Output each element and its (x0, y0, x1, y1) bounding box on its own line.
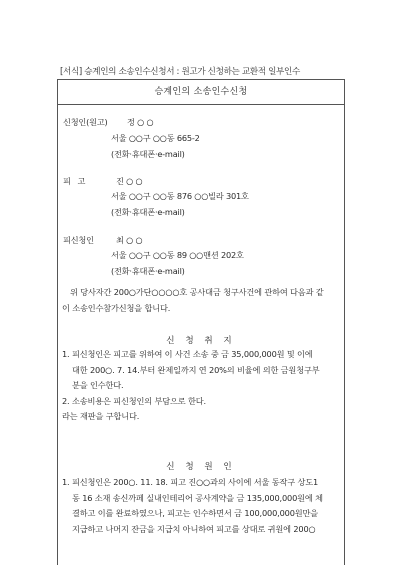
applicant-name: 정 ○ ○ (127, 117, 154, 127)
purpose-heading: 신 청 취 지 (166, 336, 236, 346)
purpose-paragraph (62, 347, 319, 425)
respondent-name: 최 ○ ○ (116, 235, 143, 245)
respondent-role: 피신청인 (63, 235, 94, 245)
reason-line: 동 16 소재 송신까페 실내인테리어 공사계약을 금 135,000,000원에 체 (72, 492, 323, 503)
applicant-contact: (전화·휴대폰·e-mail) (111, 149, 185, 159)
reason-line: 1. 피신청인은 200○. 11. 18. 피고 진○○과의 사이에 서울 동작구 상도1 (62, 477, 319, 487)
reason-heading: 신 청 원 인 (166, 462, 236, 472)
intro-line: 이 소송인수참가신청을 합니다. (62, 302, 171, 313)
document-frame (57, 79, 345, 565)
purpose-line: 라는 재판을 구합니다. (62, 411, 140, 422)
reason-line: 결하고 이를 완료하였으나, 피고는 인수하면서 금 100,000,000원만을 (72, 508, 319, 519)
intro-paragraph (62, 285, 324, 316)
intro-line: 위 당사자간 200○가단○○○○호 공사대금 청구사건에 관하여 다음과 같 (70, 287, 324, 297)
purpose-line: 분을 인수한다. (72, 380, 124, 391)
document-title: 승계인의 소송인수신청 (58, 80, 344, 105)
applicant-role: 신청인(원고) (63, 117, 108, 127)
reason-paragraph (62, 475, 323, 537)
respondent-contact: (전화·휴대폰·e-mail) (111, 266, 185, 276)
respondent-address: 서울 ○○구 ○○동 89 ○○맨션 202호 (111, 250, 244, 260)
defendant-contact: (전화·휴대폰·e-mail) (111, 207, 185, 217)
form-caption: [서식] 승계인의 소송인수신청서 : 원고가 신청하는 교환적 일부인수 (60, 67, 300, 77)
defendant-address: 서울 ○○구 ○○동 876 ○○빌라 301호 (111, 191, 249, 201)
purpose-line: 대한 200○. 7. 14.부터 완제일까지 연 20%의 비율에 의한 금원청구부 (72, 364, 320, 375)
purpose-line: 1. 피신청인은 피고를 위하여 이 사건 소송 중 금 35,000,000원 및 이에 (62, 349, 313, 359)
applicant-address: 서울 ○○구 ○○동 665-2 (111, 133, 200, 143)
reason-line: 지급하고 나머지 잔금을 지급치 아니하여 피고를 상대로 귀원에 200○ (72, 523, 316, 534)
purpose-line: 2. 소송비용은 피신청인의 부담으로 한다. (62, 395, 206, 406)
defendant-role: 피 고 (63, 176, 88, 186)
defendant-name: 진 ○ ○ (116, 176, 143, 186)
